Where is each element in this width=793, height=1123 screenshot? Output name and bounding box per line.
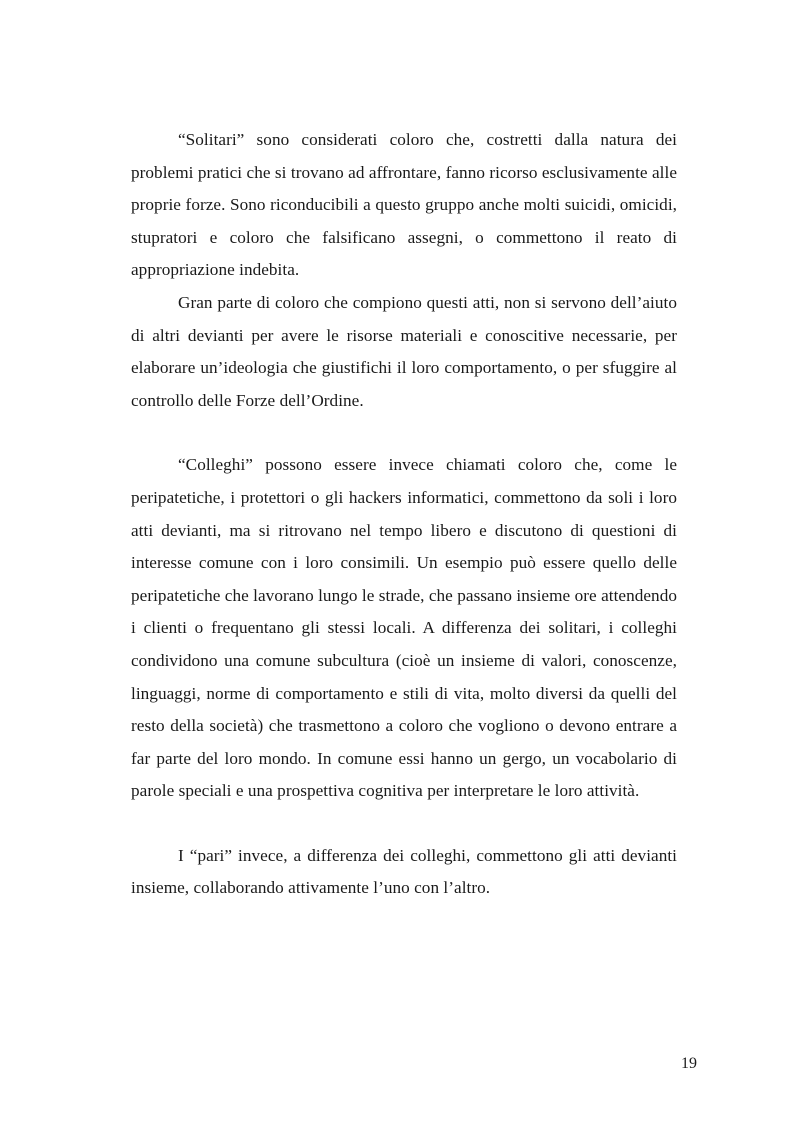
document-page: [131, 124, 677, 905]
page-number: 19: [681, 1055, 697, 1072]
paragraph-solitari: “Solitari” sono considerati coloro che, costretti dalla natura dei problemi pratici che si trovano ad affrontare, fanno ricorso esclusivamente alle proprie forze. Sono riconducibili a questo gruppo anche molti suicidi, omicidi, stupratori e coloro che falsificano assegni, o commettono il reato di appropriazione indebita.: [131, 130, 677, 280]
paragraph-gran-parte: Gran parte di coloro che compiono questi atti, non si servono dell’aiuto di altri devianti per avere le risorse materiali e conoscitive necessarie, per elaborare un’ideologia che giustifichi il loro comportamento, o per sfuggire al controllo delle Forze dell’Ordine.: [131, 292, 677, 410]
paragraph-spacer: [131, 417, 677, 449]
paragraph-pari: I “pari” invece, a differenza dei colleghi, commettono gli atti devianti insieme, collaborando attivamente l’uno con l’altro.: [131, 845, 677, 898]
paragraph-spacer: [131, 808, 677, 840]
paragraph-colleghi: “Colleghi” possono essere invece chiamati coloro che, come le peripatetiche, i protettori o gli hackers informatici, commettono da soli i loro atti devianti, ma si ritrovano nel tempo libero e discutono di questioni di interesse comune con i loro consimili. Un esempio può essere quello delle peripatetiche che lavorano lungo le strade, che passano insieme ore attendendo i clienti o frequentano gli stessi locali. A differenza dei solitari, i colleghi condividono una comune subcultura (cioè un insieme di valori, conoscenze, linguaggi, norme di comportamento e stili di vita, molto diversi da quelli del resto della società) che trasmettono a coloro che vogliono o devono entrare a far parte del loro mondo. In comune essi hanno un gergo, un vocabolario di parole speciali e una prospettiva cognitiva per interpretare le loro attività.: [131, 455, 677, 801]
